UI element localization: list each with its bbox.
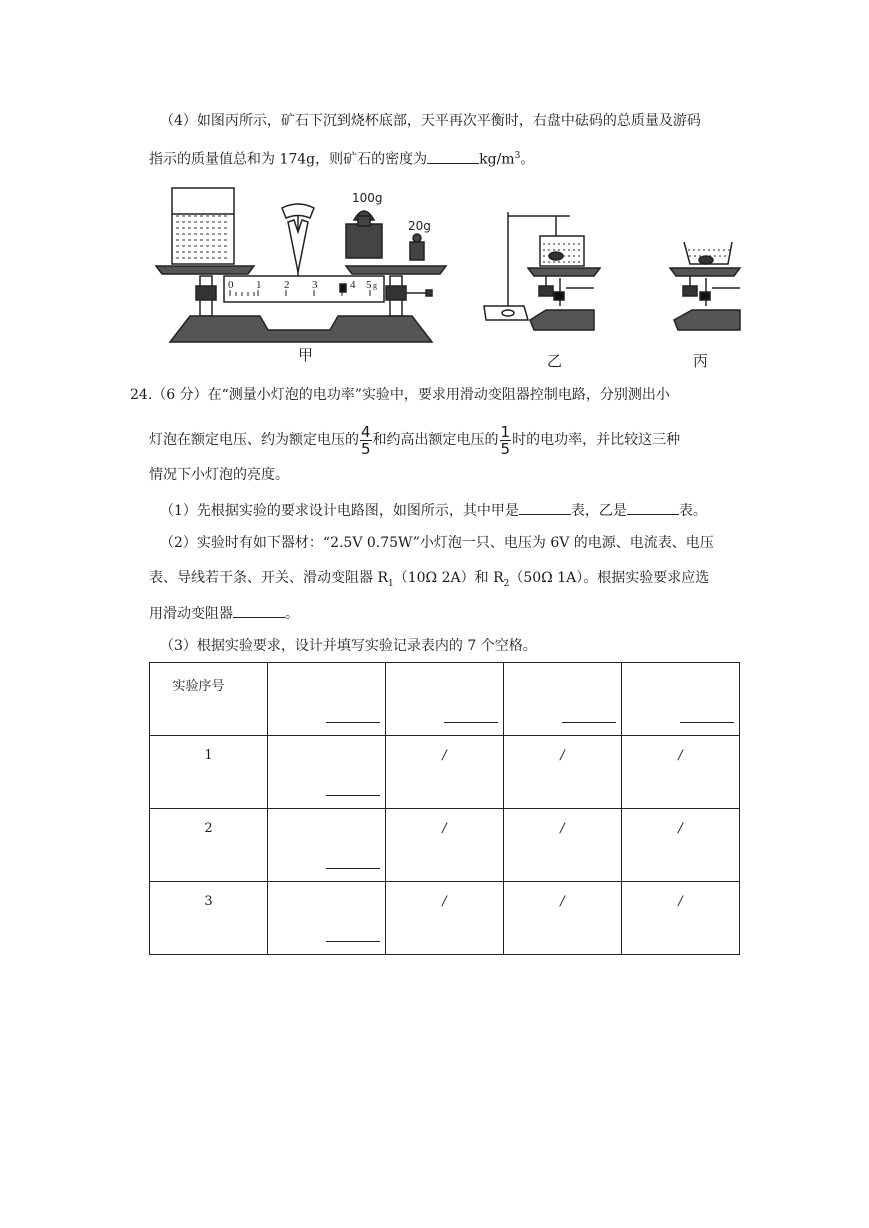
- row-1-slash-1: /: [442, 748, 447, 763]
- row-2-slash-2: /: [560, 821, 565, 836]
- header-cell-4: [622, 663, 740, 736]
- q24-line2: [149, 422, 680, 458]
- header-blank-4[interactable]: [680, 722, 734, 723]
- record-table: [149, 662, 740, 955]
- q24-part2-line1: （2）实验时有如下器材：“2.5V 0.75W”小灯泡一只、电压为 6V 的电源、电流表、电压: [160, 535, 714, 551]
- row-2-slash-3: /: [678, 821, 683, 836]
- balance-figure: [150, 180, 750, 375]
- header-blank-2[interactable]: [444, 722, 498, 723]
- part4-line2-text: 指示的质量值总和为 174g，则矿石的密度为: [149, 151, 428, 168]
- header-cell-2: [386, 663, 504, 736]
- table-row: [150, 882, 740, 955]
- q24-part2-line2-c: （50Ω 1A）。根据实验要求应选: [509, 570, 710, 586]
- row-2-blank[interactable]: [326, 868, 380, 869]
- density-unit: kg/m: [479, 151, 515, 168]
- row-1-slash-3: /: [678, 748, 683, 763]
- scale-1: 1: [256, 279, 262, 291]
- scale-0: 0: [228, 279, 234, 291]
- q24-part2-line3: [149, 603, 299, 624]
- q24-part1-b: 表，乙是: [570, 503, 627, 519]
- header-cell-1: [268, 663, 386, 736]
- scale-3: 3: [312, 279, 318, 291]
- q24-part3: （3）根据实验要求，设计并填写实验记录表内的 7 个空格。: [160, 638, 537, 654]
- figure-label-jia: 甲: [298, 346, 314, 364]
- row-3-slash-3: /: [678, 894, 683, 909]
- q24-part2-line2-b: （10Ω 2A）和 R: [393, 570, 504, 586]
- scale-unit: g: [373, 281, 377, 290]
- balance-bing: [670, 242, 740, 330]
- row-number: 1: [204, 748, 213, 763]
- row-number: 2: [204, 821, 213, 836]
- header-cell-index: [150, 663, 268, 736]
- r2-subscript: 2: [503, 578, 510, 589]
- weight-20g-label: 20g: [408, 219, 431, 233]
- row-2-slash-1: /: [442, 821, 447, 836]
- fraction-4-5-den: 5: [361, 439, 371, 458]
- row-3-slash-1: /: [442, 894, 447, 909]
- r1-subscript: 1: [388, 578, 394, 589]
- part4-line2: [149, 146, 534, 170]
- q24-line1: 24.（6 分）在“测量小灯泡的电功率”实验中，要求用滑动变阻器控制电路，分别测出小: [130, 387, 670, 403]
- row-number: 3: [204, 894, 213, 909]
- row-1-slash-2: /: [560, 748, 565, 763]
- q24-part2-line2-a: 表、导线若干条、开关、滑动变阻器 R: [149, 570, 388, 586]
- fraction-1-5-num: 1: [500, 422, 511, 441]
- table-header-row: [150, 663, 740, 736]
- fraction-1-5-den: 5: [500, 439, 511, 458]
- scale-4: 4: [350, 279, 356, 291]
- fraction-1-5: [500, 424, 512, 457]
- part4-line1: （4）如图丙所示，矿石下沉到烧杯底部，天平再次平衡时，右盘中砝码的总质量及游码: [160, 113, 701, 129]
- scale-5: 5: [366, 279, 372, 291]
- q24-part1: [160, 500, 707, 521]
- q24-part1-a: （1）先根据实验的要求设计电路图，如图所示，其中甲是: [160, 503, 519, 519]
- fraction-4-5-num: 4: [361, 422, 371, 441]
- balance-jia: [156, 188, 446, 342]
- header-blank-3[interactable]: [562, 722, 616, 723]
- fraction-4-5: [360, 424, 372, 457]
- figure-label-bing: 丙: [693, 352, 709, 370]
- q24-line3: 情况下小灯泡的亮度。: [149, 467, 289, 483]
- q24-line2-c: 时的电功率，并比较这三种: [512, 432, 681, 448]
- q24-part2-line2: [149, 568, 709, 594]
- weight-100g-label: 100g: [352, 191, 383, 205]
- figure-label-yi: 乙: [547, 352, 563, 370]
- header-blank-1[interactable]: [326, 722, 380, 723]
- q24-part1-c: 表。: [678, 503, 707, 519]
- density-blank[interactable]: [427, 149, 479, 164]
- part4-line2-end: 。: [520, 151, 535, 168]
- density-unit-exp: 3: [514, 151, 521, 161]
- rheostat-blank[interactable]: [233, 603, 285, 618]
- q24-part2-line3-b: 。: [285, 606, 299, 622]
- table-row: [150, 809, 740, 882]
- table-row: [150, 736, 740, 809]
- meter-jia-blank[interactable]: [519, 500, 571, 515]
- meter-yi-blank[interactable]: [627, 500, 679, 515]
- q24-line2-b: 和约高出额定电压的: [372, 432, 499, 448]
- row-3-blank[interactable]: [326, 941, 380, 942]
- row-1-blank[interactable]: [326, 795, 380, 796]
- q24-line2-a: 灯泡在额定电压、约为额定电压的: [149, 432, 359, 448]
- balance-yi: [484, 212, 600, 330]
- header-label: 实验序号: [172, 679, 225, 694]
- header-cell-3: [504, 663, 622, 736]
- row-3-slash-2: /: [560, 894, 565, 909]
- scale-2: 2: [284, 279, 290, 291]
- q24-part2-line3-a: 用滑动变阻器: [149, 606, 233, 622]
